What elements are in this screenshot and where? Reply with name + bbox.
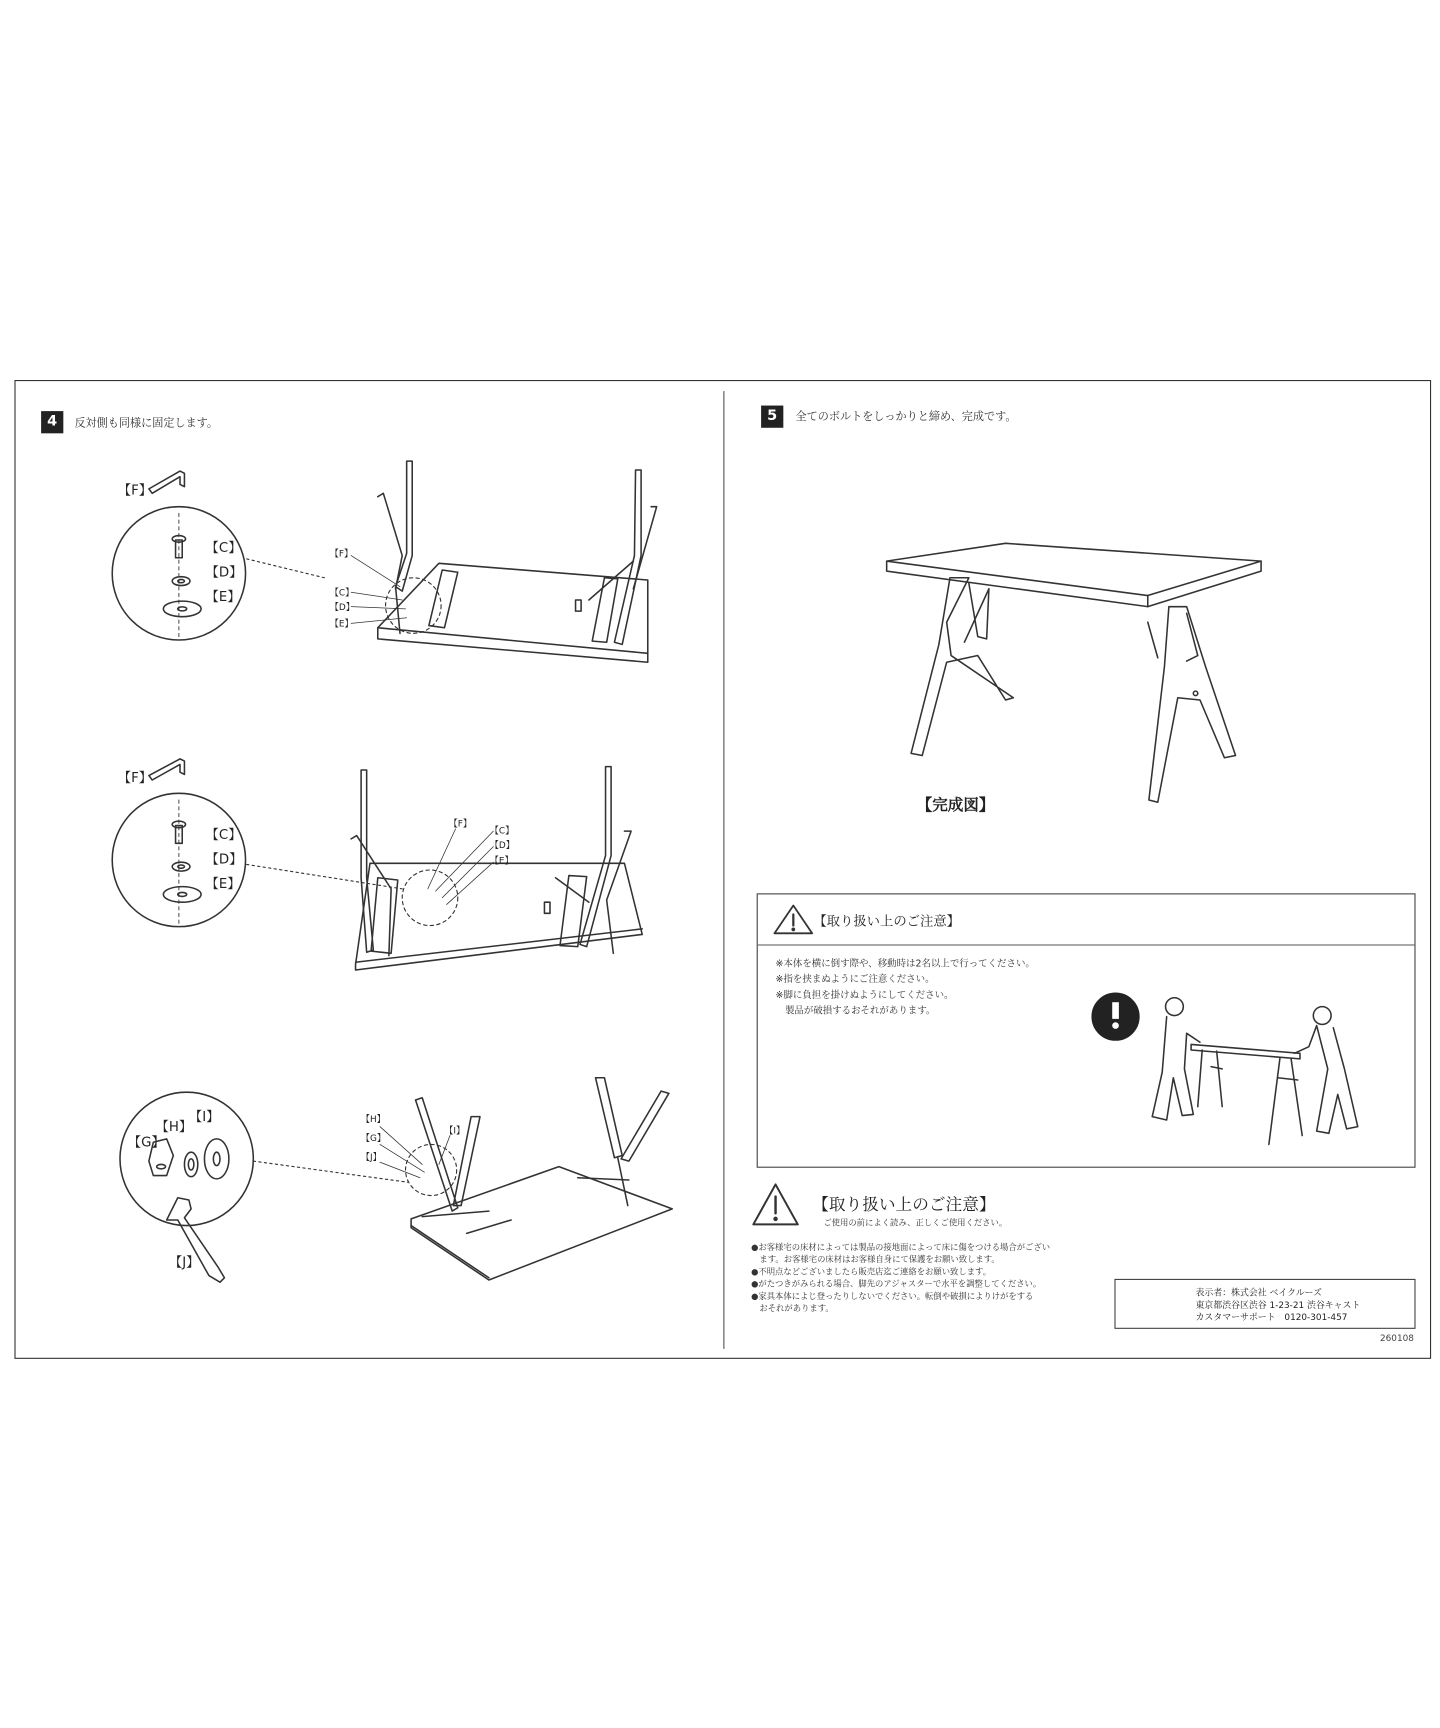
handling-caution-box [757,893,1416,1167]
callout-j-label: 【J】 [361,1152,382,1163]
caution-bullet: ●お客様宅の床材によっては製品の接地面によって床に傷をつける場合がござい [751,1242,1051,1253]
caution-bullet: おそれがあります。 [751,1303,834,1314]
callout-c-label: 【C】 [329,587,354,598]
detail-circle-3 [120,1092,253,1225]
table-upside-down-1 [378,461,657,662]
caution-note: 製品が破損するおそれがあります。 [775,1005,936,1017]
callout-d-label: 【D】 [489,839,515,850]
caution-note: ※指を挟まぬようにご注意ください。 [775,974,935,986]
maker-address: 東京都渋谷区渋谷 1-23-21 渋谷キャスト [1195,1299,1361,1310]
caution-note: ※本体を横に倒す際や、移動時は2名以上で行ってください。 [775,958,1035,970]
hex-key-icon [149,471,185,493]
part-e-label: 【E】 [205,588,241,605]
part-e-label: 【E】 [205,875,241,892]
callout-h-label: 【H】 [361,1114,386,1125]
callout-e-label: 【E】 [329,618,354,629]
spring-washer-h-icon [184,1152,197,1176]
part-d-label: 【D】 [205,564,243,580]
callout-c-label: 【C】 [489,825,514,836]
part-i-label: 【I】 [188,1108,220,1125]
part-f-label: 【F】 [117,482,153,498]
caution-box-header [758,894,1415,945]
caution-box-title: 【取り扱い上のご注意】 [813,913,961,929]
completed-figure-caption: 【完成図】 [916,796,995,815]
table-upside-down-3 [411,1078,672,1280]
document-code: 260108 [1379,1333,1414,1344]
callout-d-label: 【D】 [329,602,355,613]
part-h-label: 【H】 [155,1118,193,1135]
lock-washer-d-icon [172,577,190,586]
step-5-instruction: 全てのボルトをしっかりと締め、完成です。 [795,411,1017,424]
part-g-label: 【G】 [127,1134,165,1150]
step-4-instruction: 反対側も同様に固定します。 [74,417,219,430]
caution-note: ※脚に負担を掛けぬようにしてください。 [775,989,954,1002]
callout-f-label: 【F】 [329,548,353,559]
caution-bullet: ます。お客様宅の床材はお客様自身にて保護をお願い致します。 [751,1254,1000,1265]
callout-e-label: 【E】 [489,855,514,866]
caution-bullet: ●家具本体によじ登ったりしないでください。転倒や破損によりけがをする [751,1291,1034,1302]
customer-support: カスタマーサポート 0120-301-457 [1195,1312,1348,1323]
maker-name: 表示者：株式会社 ベイクルーズ [1195,1287,1322,1298]
lock-washer-d-icon [172,862,190,871]
caution-section-subtitle: ご使用の前によく読み、正しくご使用ください。 [823,1217,1008,1228]
caution-bullet: ●不明点などございましたら販売店迄ご連絡をお願い致します。 [751,1266,992,1277]
callout-f-label: 【F】 [448,818,472,829]
part-d-label: 【D】 [205,851,243,867]
part-f-label: 【F】 [117,769,153,786]
callout-i-label: 【I】 [444,1125,465,1136]
caution-bullets [751,1241,1050,1314]
hex-key-icon [149,759,185,780]
part-c-label: 【C】 [205,539,242,556]
washer-e-icon [163,601,201,617]
caution-notes [776,957,1035,1019]
caution-section-title: 【取り扱い上のご注意】 [812,1194,996,1215]
part-j-label: 【J】 [168,1254,200,1270]
completed-table-illustration [887,543,1261,802]
caution-bullet: ●がたつきがみられる場合、脚先のアジャスターで水平を調整してください。 [751,1278,1042,1289]
maker-info-box [1114,1279,1415,1329]
maker-info [1196,1287,1361,1324]
table-upside-down-2 [351,767,642,970]
washer-i-icon [204,1139,228,1179]
step-5-badge: 5 [761,406,783,428]
part-c-label: 【C】 [205,826,242,843]
washer-e-icon [163,887,201,903]
step-4-badge: 4 [41,411,63,433]
warning-triangle-icon [753,1184,797,1224]
callout-g-label: 【G】 [361,1133,386,1144]
